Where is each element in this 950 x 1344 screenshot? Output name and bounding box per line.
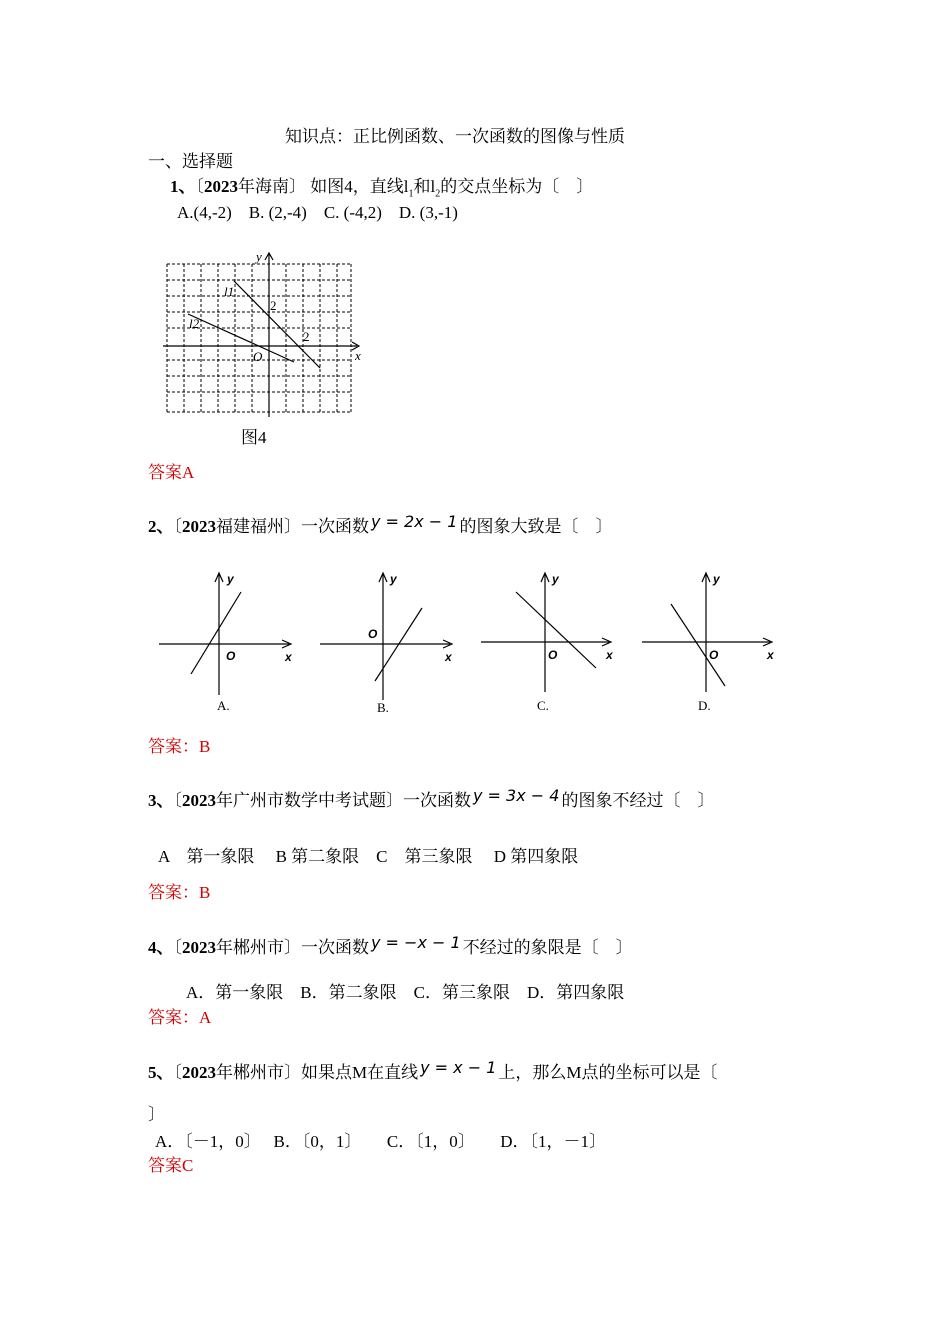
q3-answer: 答案：B — [148, 883, 211, 902]
q3-source: 年广州市数学中考试题〕一次函数 — [216, 791, 471, 810]
question-3 — [148, 786, 715, 812]
q2-source-open: 〔 — [173, 517, 182, 536]
graph-d-y-label: y — [713, 572, 720, 586]
graph-d-x-label: x — [767, 648, 774, 662]
q2-year: 2023 — [182, 517, 216, 536]
fig4-l2-label: l2 — [189, 316, 200, 331]
question-1 — [170, 176, 593, 205]
q4-source: 年郴州市〕一次函数 — [216, 938, 369, 957]
q3-source-open: 〔 — [173, 791, 182, 810]
graph-b-x-label: x — [445, 650, 452, 664]
q4-options: A．第一象限 B．第二象限 C．第三象限 D．第四象限 — [186, 983, 625, 1002]
graph-c-origin: O — [548, 648, 558, 662]
q1-sub1: 1 — [408, 188, 414, 200]
fig4-y-label: y — [256, 249, 262, 264]
graph-c-x-label: x — [606, 648, 613, 662]
q4-source-open: 〔 — [173, 938, 182, 957]
q5-tail: 上，那么M点的坐标可以是〔 — [498, 1063, 718, 1082]
q2-graph-d — [639, 570, 789, 720]
q1-text-a: 如图4，直线l — [310, 177, 409, 196]
q1-answer: 答案A — [148, 463, 195, 482]
q4-tail: 不经过的象限是〔 〕 — [462, 938, 633, 957]
graph-d-line — [671, 604, 725, 686]
q3-number: 3、 — [148, 791, 174, 810]
graph-a-y-label: y — [227, 572, 234, 586]
q3-formula: y = 3x − 4 — [473, 786, 560, 805]
page-title: 知识点：正比例函数、一次函数的图像与性质 — [285, 127, 625, 146]
q4-number: 4、 — [148, 938, 174, 957]
q4-year: 2023 — [182, 938, 216, 957]
q5-formula: y = x − 1 — [420, 1058, 497, 1077]
graph-b-label: B. — [377, 700, 389, 715]
q1-options: A.(4,-2) B. (2,-4) C. (-4,2) D. (3,-1) — [177, 203, 458, 222]
question-5 — [148, 1058, 718, 1084]
q2-source: 福建福州〕一次函数 — [216, 517, 369, 536]
graph-b-y-label: y — [390, 572, 397, 586]
graph-a-label: A. — [217, 698, 230, 713]
fig4-tick-x: 2 — [303, 329, 310, 344]
graph-c-label: C. — [537, 698, 549, 713]
q1-year: 2023 — [204, 177, 238, 196]
q2-formula: y = 2x − 1 — [371, 512, 458, 531]
q5-options: A．〔－1，0〕 B．〔0，1〕 C．〔1，0〕 D．〔1，－1〕 — [155, 1132, 606, 1151]
q1-source: 年海南〕 — [238, 177, 306, 196]
graph-d-origin: O — [709, 648, 719, 662]
section-heading: 一、选择题 — [148, 152, 233, 171]
question-4 — [148, 933, 633, 959]
q1-text-c: 的交点坐标为〔 〕 — [440, 177, 594, 196]
fig4-x-label: x — [355, 348, 361, 363]
q2-graph-a — [155, 570, 305, 720]
graph-a-origin: O — [226, 649, 236, 663]
q5-answer: 答案C — [148, 1156, 194, 1175]
q2-answer: 答案：B — [148, 737, 211, 756]
q5-year: 2023 — [182, 1063, 216, 1082]
figure-4 — [160, 249, 370, 427]
q3-tail: 的图象不经过〔 〕 — [561, 791, 715, 810]
graph-a-x-label: x — [285, 650, 292, 664]
question-2 — [148, 512, 613, 538]
fig4-origin: O — [253, 349, 263, 364]
q5-source: 年郴州市〕如果点M在直线 — [216, 1063, 419, 1082]
q3-options: A 第一象限 B 第二象限 C 第三象限 D 第四象限 — [158, 847, 579, 866]
q2-graph-c — [478, 570, 628, 720]
q2-number: 2、 — [148, 517, 174, 536]
q3-year: 2023 — [182, 791, 216, 810]
fig4-tick-y: 2 — [270, 298, 277, 313]
q5-source-open: 〔 — [173, 1063, 182, 1082]
q2-tail: 的图象大致是〔 〕 — [459, 517, 613, 536]
q5-number: 5、 — [148, 1063, 174, 1082]
line-l2 — [188, 314, 294, 362]
q4-answer: 答案：A — [148, 1008, 212, 1027]
q5-tail-2: 〕 — [148, 1105, 165, 1124]
q1-text-b: 和l — [413, 177, 436, 196]
q4-formula: y = −x − 1 — [371, 933, 461, 952]
graph-d-label: D. — [698, 698, 711, 713]
fig4-l1-label: l1 — [224, 284, 235, 299]
q1-number: 1、 — [170, 177, 196, 196]
figure-4-caption: 图4 — [241, 428, 267, 447]
grid — [167, 264, 351, 412]
graph-c-y-label: y — [552, 572, 559, 586]
q1-source-open: 〔 — [195, 177, 204, 196]
q2-graph-b — [317, 570, 467, 720]
q1-sub2: 2 — [435, 188, 441, 200]
graph-b-origin: O — [368, 627, 378, 641]
